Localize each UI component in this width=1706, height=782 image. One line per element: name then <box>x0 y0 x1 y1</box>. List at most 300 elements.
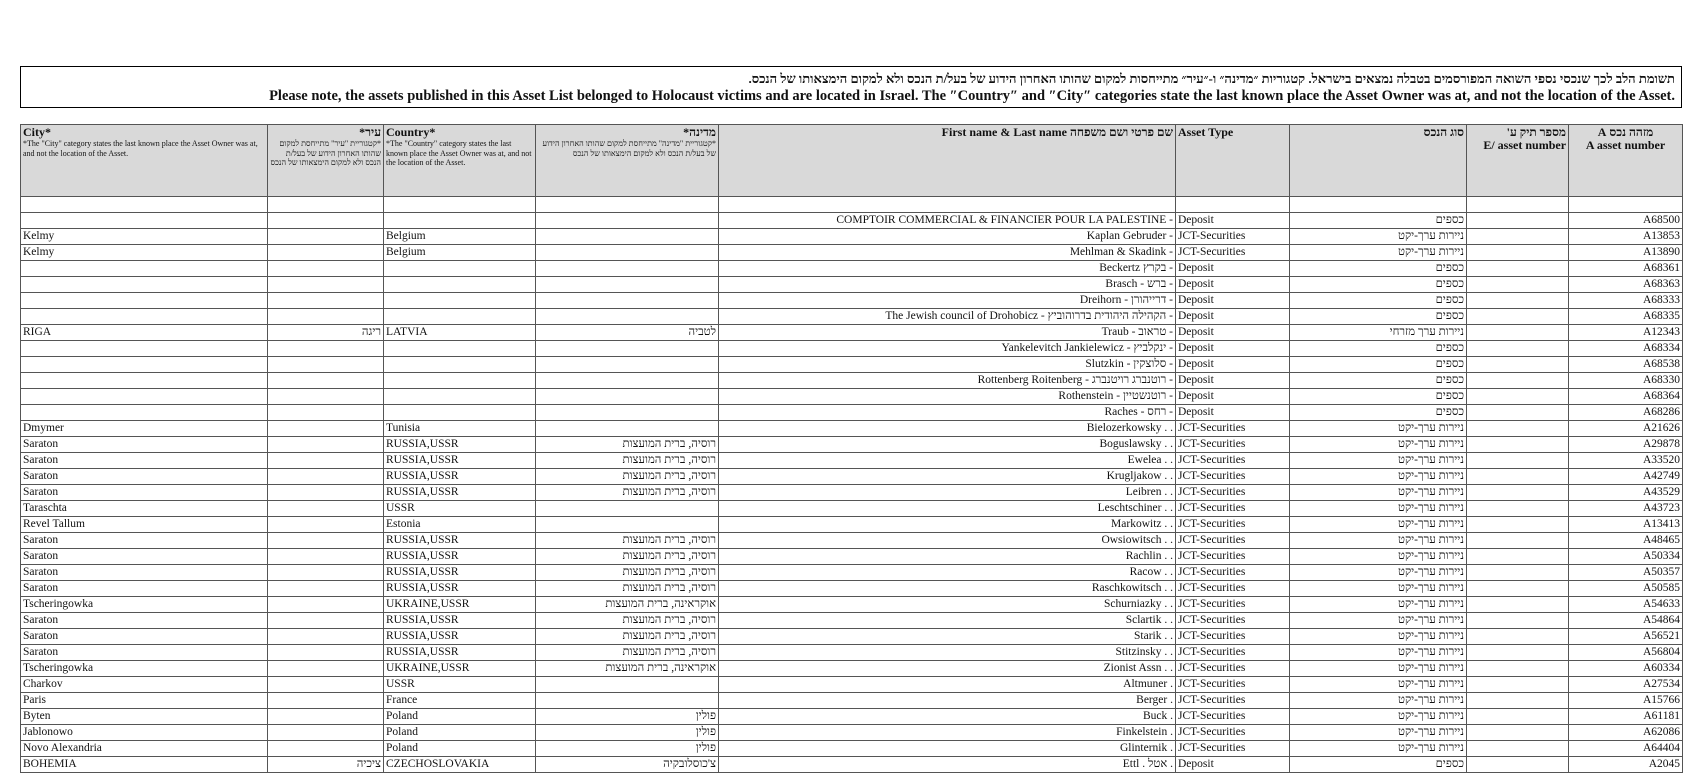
cell-country: Poland <box>384 740 536 756</box>
cell-country: UKRAINE,USSR <box>384 660 536 676</box>
cell-country-he <box>536 500 719 516</box>
cell-asset-type-he: ניירות ערך-יקט <box>1290 724 1467 740</box>
table-row <box>21 548 1683 564</box>
cell-city: Saraton <box>21 564 268 580</box>
cell-asset-number: A2045 <box>1569 756 1683 772</box>
cell-file-number <box>1467 756 1569 772</box>
table-row <box>21 596 1683 612</box>
cell-country-he: רוסיה, ברית המועצות <box>536 612 719 628</box>
cell-country: RUSSIA,USSR <box>384 436 536 452</box>
cell-country-he: רוסיה, ברית המועצות <box>536 468 719 484</box>
cell-city-he <box>268 452 384 468</box>
cell-asset-number: A68335 <box>1569 308 1683 324</box>
cell-asset-type-he: כספים <box>1290 404 1467 420</box>
table-row <box>21 308 1683 324</box>
cell-city-he <box>268 436 384 452</box>
table-row <box>21 484 1683 500</box>
cell-asset-type: Deposit <box>1176 372 1290 388</box>
cell-country: Estonia <box>384 516 536 532</box>
cell-file-number <box>1467 212 1569 228</box>
cell-city: Paris <box>21 692 268 708</box>
header-city-he: עיר* *קטגוריית "עיר" מתייחסת למקום שהותו האחרון הידוע של בעל/ת הנכס ולא למקום הימצאותו של הנכס <box>268 125 384 197</box>
cell-country-he: רוסיה, ברית המועצות <box>536 484 719 500</box>
cell-country <box>384 212 536 228</box>
cell-country-he: רוסיה, ברית המועצות <box>536 548 719 564</box>
cell-asset-type-he: ניירות ערך-יקט <box>1290 708 1467 724</box>
cell-asset-type-he: ניירות ערך-יקט <box>1290 676 1467 692</box>
cell-city: Kelmy <box>21 244 268 260</box>
cell-file-number <box>1467 628 1569 644</box>
cell-name: Altmuner . <box>719 676 1176 692</box>
cell-name: Rachlin . . <box>719 548 1176 564</box>
cell-name: COMPTOIR COMMERCIAL & FINANCIER POUR LA PALESTINE - <box>719 212 1176 228</box>
cell-asset-number: A48465 <box>1569 532 1683 548</box>
cell-city-he <box>268 596 384 612</box>
cell-name: Leibren . . <box>719 484 1176 500</box>
cell-asset-type: JCT-Securities <box>1176 612 1290 628</box>
cell-country: Belgium <box>384 228 536 244</box>
cell-asset-type-he: כספים <box>1290 756 1467 772</box>
cell-city <box>21 404 268 420</box>
cell-country-he <box>536 516 719 532</box>
header-asset-number <box>1569 125 1683 197</box>
cell-city-he <box>268 612 384 628</box>
cell-city-he <box>268 404 384 420</box>
cell-file-number <box>1467 324 1569 340</box>
cell-city-he <box>268 308 384 324</box>
cell-asset-type-he: כספים <box>1290 340 1467 356</box>
cell-asset-type: JCT-Securities <box>1176 676 1290 692</box>
cell-asset-type-he: ניירות ערך-יקט <box>1290 244 1467 260</box>
cell-city-he <box>268 212 384 228</box>
header-name <box>719 125 1176 197</box>
cell-city-he <box>268 292 384 308</box>
cell-name: Brasch - ברש - <box>719 276 1176 292</box>
cell-name: Sclartik . . <box>719 612 1176 628</box>
cell-city <box>21 388 268 404</box>
cell-asset-number: A50334 <box>1569 548 1683 564</box>
header-file-number <box>1467 125 1569 197</box>
cell-country: RUSSIA,USSR <box>384 628 536 644</box>
cell-city-he <box>268 228 384 244</box>
cell-name: Owsiowitsch . . <box>719 532 1176 548</box>
cell-city-he <box>268 372 384 388</box>
cell-asset-number: A68361 <box>1569 260 1683 276</box>
cell-country: CZECHOSLOVAKIA <box>384 756 536 772</box>
header-asset-id-en: A asset number <box>1585 138 1666 152</box>
table-row <box>21 260 1683 276</box>
cell-asset-type: JCT-Securities <box>1176 660 1290 676</box>
cell-asset-type-he: כספים <box>1290 260 1467 276</box>
notice-english: Please note, the assets published in this Asset List belonged to Holocaust victims and are located in Israel. The ″Country″ and ″City″ categories state the last known place the Asset Owner was at, and not the location of the Asset. <box>269 88 1675 104</box>
cell-city-he <box>268 676 384 692</box>
cell-file-number <box>1467 292 1569 308</box>
cell-name: Buck . <box>719 708 1176 724</box>
table-row <box>21 660 1683 676</box>
cell-asset-type-he: כספים <box>1290 292 1467 308</box>
cell-country: RUSSIA,USSR <box>384 532 536 548</box>
cell-file-number <box>1467 388 1569 404</box>
cell-country: RUSSIA,USSR <box>384 564 536 580</box>
cell-city-he: ציכיה <box>268 756 384 772</box>
cell-asset-type-he: ניירות ערך-יקט <box>1290 580 1467 596</box>
cell-file-number <box>1467 452 1569 468</box>
cell-name: Slutzkin - סלוצקין - <box>719 356 1176 372</box>
cell-name: Rottenberg Roitenberg - רוטנברג רויטנברג - <box>719 372 1176 388</box>
table-row <box>21 740 1683 756</box>
header-name-he: שם פרטי ושם משפחה <box>1070 125 1173 139</box>
cell-city-he <box>268 484 384 500</box>
table-row <box>21 468 1683 484</box>
table-row <box>21 244 1683 260</box>
cell-asset-type-he: ניירות ערך-יקט <box>1290 516 1467 532</box>
cell-country-he: רוסיה, ברית המועצות <box>536 532 719 548</box>
cell-file-number <box>1467 564 1569 580</box>
cell-city: Revel Tallum <box>21 516 268 532</box>
cell-country-he: רוסיה, ברית המועצות <box>536 452 719 468</box>
cell-file-number <box>1467 436 1569 452</box>
cell-country-he <box>536 404 719 420</box>
cell-name: Zionist Assn . . <box>719 660 1176 676</box>
cell-file-number <box>1467 420 1569 436</box>
cell-city: Charkov <box>21 676 268 692</box>
cell-country: RUSSIA,USSR <box>384 452 536 468</box>
cell-asset-number: A60334 <box>1569 660 1683 676</box>
cell-city: Saraton <box>21 468 268 484</box>
cell-name: Traub - טראוב - <box>719 324 1176 340</box>
cell-asset-type-he: ניירות ערך מזרחי <box>1290 324 1467 340</box>
table-row <box>21 500 1683 516</box>
cell-asset-type-he: ניירות ערך-יקט <box>1290 548 1467 564</box>
cell-asset-number: A43529 <box>1569 484 1683 500</box>
cell-asset-type-he: כספים <box>1290 276 1467 292</box>
cell-asset-number: A68333 <box>1569 292 1683 308</box>
cell-city: Saraton <box>21 452 268 468</box>
cell-name: Berger . <box>719 692 1176 708</box>
cell-country-he <box>536 276 719 292</box>
cell-asset-type: Deposit <box>1176 212 1290 228</box>
cell-country-he: פולין <box>536 708 719 724</box>
cell-name: Racow . . <box>719 564 1176 580</box>
header-country-he: מדינה* *קטגוריית "מדינה" מתייחסת למקום שהותו האחרון הידוע של בעל/ת הנכס ולא למקום הימצאותו של הנכס <box>536 125 719 197</box>
table-row <box>21 356 1683 372</box>
cell-country <box>384 404 536 420</box>
cell-asset-type-he: ניירות ערך-יקט <box>1290 228 1467 244</box>
cell-asset-type: Deposit <box>1176 404 1290 420</box>
header-file-he: מספר תיק ע' <box>1506 125 1567 139</box>
table-row <box>21 516 1683 532</box>
cell-asset-type-he: כספים <box>1290 356 1467 372</box>
cell-city-he <box>268 260 384 276</box>
cell-asset-type: JCT-Securities <box>1176 708 1290 724</box>
cell-asset-type: Deposit <box>1176 308 1290 324</box>
cell-asset-type: JCT-Securities <box>1176 724 1290 740</box>
cell-city: Kelmy <box>21 228 268 244</box>
cell-country: Poland <box>384 708 536 724</box>
cell-file-number <box>1467 580 1569 596</box>
cell-file-number <box>1467 356 1569 372</box>
cell-city: Byten <box>21 708 268 724</box>
table-row <box>21 292 1683 308</box>
header-name-en: First name & Last name <box>941 125 1067 139</box>
cell-name: Raschkowitsch . . <box>719 580 1176 596</box>
cell-country-he: רוסיה, ברית המועצות <box>536 564 719 580</box>
cell-asset-type: JCT-Securities <box>1176 740 1290 756</box>
cell-file-number <box>1467 308 1569 324</box>
cell-asset-number: A54864 <box>1569 612 1683 628</box>
cell-country-he: רוסיה, ברית המועצות <box>536 580 719 596</box>
cell-city: Saraton <box>21 436 268 452</box>
cell-asset-number: A12343 <box>1569 324 1683 340</box>
table-row <box>21 324 1683 340</box>
table-spacer-row <box>21 197 1683 213</box>
cell-country-he <box>536 372 719 388</box>
cell-asset-number: A62086 <box>1569 724 1683 740</box>
cell-asset-type: Deposit <box>1176 276 1290 292</box>
cell-country-he <box>536 388 719 404</box>
cell-city-he <box>268 244 384 260</box>
table-row <box>21 388 1683 404</box>
cell-name: Dreihorn - דרייהורן - <box>719 292 1176 308</box>
cell-country-he: רוסיה, ברית המועצות <box>536 644 719 660</box>
cell-name: Mehlman & Skadink - <box>719 244 1176 260</box>
cell-country-he: רוסיה, ברית המועצות <box>536 436 719 452</box>
table-row <box>21 580 1683 596</box>
cell-asset-type: JCT-Securities <box>1176 484 1290 500</box>
cell-city-he <box>268 388 384 404</box>
table-row <box>21 724 1683 740</box>
notice-box <box>20 66 1682 108</box>
cell-name: Finkelstein . <box>719 724 1176 740</box>
cell-country: RUSSIA,USSR <box>384 612 536 628</box>
cell-city-he <box>268 516 384 532</box>
cell-asset-type-he: ניירות ערך-יקט <box>1290 660 1467 676</box>
table-row <box>21 708 1683 724</box>
cell-country-he <box>536 676 719 692</box>
cell-name: Ewelea . . <box>719 452 1176 468</box>
table-row <box>21 420 1683 436</box>
cell-city: BOHEMIA <box>21 756 268 772</box>
cell-city-he <box>268 724 384 740</box>
cell-asset-type: Deposit <box>1176 756 1290 772</box>
cell-name: Glinternik . <box>719 740 1176 756</box>
cell-city: Saraton <box>21 580 268 596</box>
cell-asset-type: JCT-Securities <box>1176 516 1290 532</box>
cell-asset-type: JCT-Securities <box>1176 564 1290 580</box>
cell-country <box>384 356 536 372</box>
header-country-en: Country* *The "Country" category states the last known place the Asset Owner was at, and not the location of the Asset. <box>384 125 536 197</box>
cell-asset-type-he: ניירות ערך-יקט <box>1290 692 1467 708</box>
cell-asset-type-he: ניירות ערך-יקט <box>1290 644 1467 660</box>
cell-name: Krugljakow . . <box>719 468 1176 484</box>
table-row <box>21 676 1683 692</box>
cell-city: Saraton <box>21 628 268 644</box>
cell-file-number <box>1467 692 1569 708</box>
header-asset-type-en: Asset Type <box>1176 125 1290 197</box>
cell-asset-type-he: ניירות ערך-יקט <box>1290 500 1467 516</box>
cell-name: Yankelevitch Jankielewicz - ינקלביץ - <box>719 340 1176 356</box>
table-body <box>21 197 1683 773</box>
cell-country-he <box>536 340 719 356</box>
cell-name: Raches - רחס - <box>719 404 1176 420</box>
cell-asset-type-he: ניירות ערך-יקט <box>1290 484 1467 500</box>
cell-country-he <box>536 260 719 276</box>
cell-country: RUSSIA,USSR <box>384 548 536 564</box>
cell-country <box>384 340 536 356</box>
cell-country-he <box>536 244 719 260</box>
cell-country-he: פולין <box>536 740 719 756</box>
cell-city-he <box>268 628 384 644</box>
cell-asset-type-he: ניירות ערך-יקט <box>1290 596 1467 612</box>
table-row <box>21 404 1683 420</box>
cell-country-he: אוקראינה, ברית המועצות <box>536 660 719 676</box>
cell-country <box>384 388 536 404</box>
cell-country: USSR <box>384 500 536 516</box>
cell-city <box>21 372 268 388</box>
cell-file-number <box>1467 372 1569 388</box>
cell-country-he <box>536 292 719 308</box>
cell-city-he <box>268 468 384 484</box>
cell-country: USSR <box>384 676 536 692</box>
cell-file-number <box>1467 596 1569 612</box>
cell-country-he <box>536 420 719 436</box>
cell-file-number <box>1467 676 1569 692</box>
notice-hebrew: תשומת הלב לכך שנכסי נספי השואה המפורסמים בטבלה נמצאים בישראל. קטגוריות ״מדינה״ ו-״עיר״ מתייחסות למקום שהותו האחרון הידוע של בעל/ת הנכס ולא למקום הימצאותו של הנכס. <box>748 71 1675 86</box>
cell-asset-number: A43723 <box>1569 500 1683 516</box>
cell-asset-number: A50357 <box>1569 564 1683 580</box>
table-row <box>21 372 1683 388</box>
cell-asset-number: A27534 <box>1569 676 1683 692</box>
cell-asset-number: A56521 <box>1569 628 1683 644</box>
cell-asset-type: JCT-Securities <box>1176 500 1290 516</box>
header-city-en: City* *The "City" category states the last known place the Asset Owner was at, and not the location of the Asset. <box>21 125 268 197</box>
cell-name: The Jewish council of Drohobicz - הקהילה היהודית בדרוהוביץ - <box>719 308 1176 324</box>
cell-name: Beckertz בקרץ - <box>719 260 1176 276</box>
cell-city-he <box>268 532 384 548</box>
cell-country-he <box>536 228 719 244</box>
cell-city <box>21 260 268 276</box>
cell-asset-type-he: ניירות ערך-יקט <box>1290 452 1467 468</box>
cell-asset-type-he: ניירות ערך-יקט <box>1290 612 1467 628</box>
cell-asset-type-he: ניירות ערך-יקט <box>1290 740 1467 756</box>
cell-country-he <box>536 308 719 324</box>
cell-city-he <box>268 420 384 436</box>
cell-country: LATVIA <box>384 324 536 340</box>
cell-city: Novo Alexandria <box>21 740 268 756</box>
cell-asset-number: A68334 <box>1569 340 1683 356</box>
table-row <box>21 212 1683 228</box>
cell-asset-number: A68363 <box>1569 276 1683 292</box>
cell-city-he: ריגה <box>268 324 384 340</box>
cell-file-number <box>1467 708 1569 724</box>
cell-country-he: רוסיה, ברית המועצות <box>536 628 719 644</box>
header-asset-id-he: מזהה נכס A <box>1597 125 1654 139</box>
cell-country <box>384 260 536 276</box>
cell-city <box>21 292 268 308</box>
cell-asset-type-he: כספים <box>1290 308 1467 324</box>
cell-asset-number: A21626 <box>1569 420 1683 436</box>
cell-city: Saraton <box>21 548 268 564</box>
cell-file-number <box>1467 404 1569 420</box>
cell-city-he <box>268 708 384 724</box>
cell-name: Markowitz . . <box>719 516 1176 532</box>
cell-city: Tscheringowka <box>21 596 268 612</box>
cell-asset-number: A42749 <box>1569 468 1683 484</box>
cell-city-he <box>268 356 384 372</box>
cell-asset-type: Deposit <box>1176 340 1290 356</box>
cell-asset-type: JCT-Securities <box>1176 452 1290 468</box>
cell-asset-type: JCT-Securities <box>1176 532 1290 548</box>
cell-asset-type: Deposit <box>1176 292 1290 308</box>
cell-country-he: לטביה <box>536 324 719 340</box>
cell-city-he <box>268 692 384 708</box>
table-row <box>21 228 1683 244</box>
cell-file-number <box>1467 660 1569 676</box>
cell-asset-type-he: ניירות ערך-יקט <box>1290 628 1467 644</box>
cell-file-number <box>1467 468 1569 484</box>
cell-asset-type: JCT-Securities <box>1176 692 1290 708</box>
cell-file-number <box>1467 644 1569 660</box>
table-row <box>21 564 1683 580</box>
cell-country: RUSSIA,USSR <box>384 580 536 596</box>
table-row <box>21 532 1683 548</box>
cell-file-number <box>1467 548 1569 564</box>
cell-city: Jablonowo <box>21 724 268 740</box>
cell-country-he <box>536 692 719 708</box>
cell-city <box>21 212 268 228</box>
cell-asset-type: Deposit <box>1176 356 1290 372</box>
cell-file-number <box>1467 484 1569 500</box>
cell-asset-type: JCT-Securities <box>1176 228 1290 244</box>
table-row <box>21 436 1683 452</box>
cell-file-number <box>1467 612 1569 628</box>
cell-file-number <box>1467 260 1569 276</box>
table-row <box>21 452 1683 468</box>
header-asset-type-he: סוג הנכס <box>1290 125 1467 197</box>
cell-asset-type: JCT-Securities <box>1176 420 1290 436</box>
cell-city <box>21 356 268 372</box>
cell-asset-type-he: ניירות ערך-יקט <box>1290 436 1467 452</box>
cell-country: Poland <box>384 724 536 740</box>
cell-file-number <box>1467 724 1569 740</box>
cell-country: RUSSIA,USSR <box>384 468 536 484</box>
cell-name: Leschtschiner . . <box>719 500 1176 516</box>
cell-name: Boguslawsky . . <box>719 436 1176 452</box>
cell-city: Dmymer <box>21 420 268 436</box>
cell-city <box>21 276 268 292</box>
cell-country: Belgium <box>384 244 536 260</box>
header-file-en: E/ asset number <box>1483 138 1567 152</box>
cell-asset-number: A68286 <box>1569 404 1683 420</box>
cell-asset-type: JCT-Securities <box>1176 596 1290 612</box>
cell-asset-type: JCT-Securities <box>1176 436 1290 452</box>
cell-asset-type: Deposit <box>1176 324 1290 340</box>
cell-city: Taraschta <box>21 500 268 516</box>
cell-asset-type-he: ניירות ערך-יקט <box>1290 564 1467 580</box>
cell-file-number <box>1467 340 1569 356</box>
table-row <box>21 756 1683 772</box>
cell-asset-number: A68364 <box>1569 388 1683 404</box>
cell-country-he <box>536 356 719 372</box>
cell-file-number <box>1467 740 1569 756</box>
cell-asset-type-he: כספים <box>1290 388 1467 404</box>
cell-city-he <box>268 564 384 580</box>
cell-city-he <box>268 644 384 660</box>
cell-country <box>384 276 536 292</box>
asset-table <box>20 124 1683 773</box>
table-row <box>21 340 1683 356</box>
cell-name: Rothenstein - רוטנשטיין - <box>719 388 1176 404</box>
